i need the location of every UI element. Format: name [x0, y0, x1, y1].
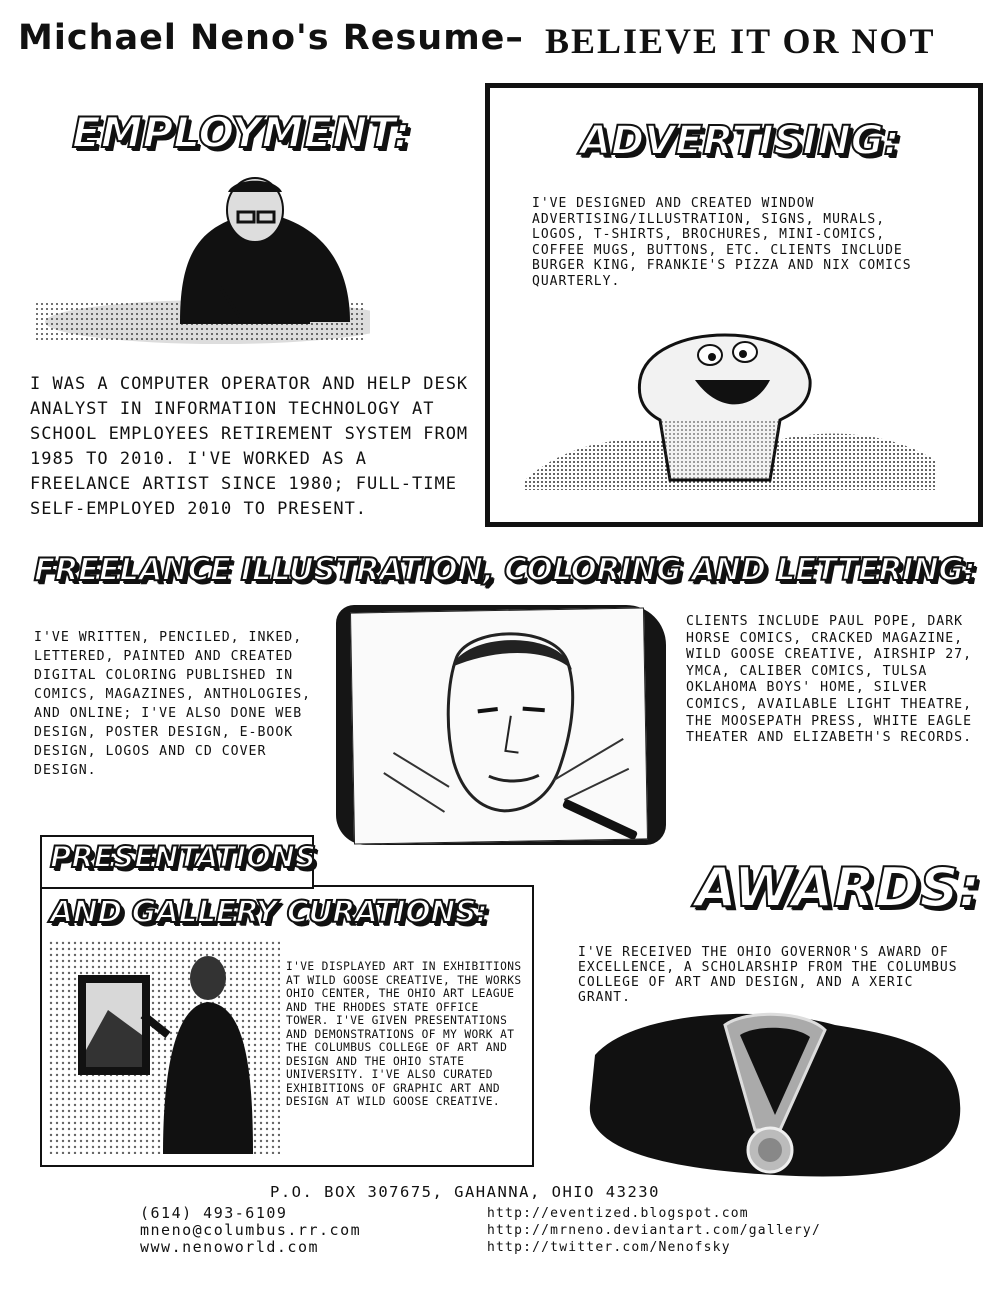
advertising-illustration: [520, 320, 940, 490]
mailing-address: P.O. BOX 307675, GAHANNA, OHIO 43230: [270, 1183, 660, 1201]
advertising-heading: ADVERTISING:: [580, 118, 900, 164]
employment-text: I WAS A COMPUTER OPERATOR AND HELP DESK ANALYST IN INFORMATION TECHNOLOGY AT SCHOOL EMPLOYEES RETIREMENT SYSTEM FROM 1985 TO 2010. I'VE WORKED AS A FREELANCE ARTIST SINCE 1980; FULL-TIME SELF-EMPLOYED 2010 TO PRESENT.: [30, 374, 469, 519]
awards-heading: AWARDS:: [695, 856, 981, 919]
gallery-visitor-illustration: [48, 940, 280, 1154]
twitter-link[interactable]: http://twitter.com/Nenofsky: [487, 1240, 731, 1255]
freelance-left-text: I'VE WRITTEN, PENCILED, INKED, LETTERED, PAINTED AND CREATED DIGITAL COLORING PUBLISHED IN COMICS, MAGAZINES, ANTHOLOGIES, AND ONLINE; I'VE ALSO DONE WEB DESIGN, POSTER DESIGN, E-BOOK DESIGN, LOGOS AND CD COVER DESIGN.: [34, 630, 312, 778]
presentations-heading-line2: AND GALLERY CURATIONS:: [50, 895, 488, 930]
freelance-illustration: [350, 607, 648, 844]
medal-illustration: [575, 1005, 970, 1185]
hero-sketch-illustration: [351, 608, 647, 843]
presentations-illustration: [48, 940, 280, 1154]
deviantart-link[interactable]: http://mrneno.deviantart.com/gallery/: [487, 1223, 821, 1238]
resume-title: Michael Neno's Resume–: [18, 18, 524, 58]
title-tagline: BELIEVE IT OR NOT: [545, 21, 936, 61]
artist-drawing-illustration: [30, 172, 370, 344]
employment-illustration: [30, 172, 370, 344]
website-link[interactable]: www.nenoworld.com: [140, 1238, 320, 1256]
freelance-heading: FREELANCE ILLUSTRATION, COLORING AND LETTERING:: [34, 552, 976, 588]
awards-illustration: [575, 1005, 970, 1185]
presentations-text: I'VE DISPLAYED ART IN EXHIBITIONS AT WILD GOOSE CREATIVE, THE WORKS OHIO CENTER, THE OHIO ART LEAGUE AND THE RHODES STATE OFFICE TOWER. I'VE GIVEN PRESENTATIONS AND DEMONSTRATIONS OF MY WORK AT THE COLUMBUS COLLEGE OF ART AND DESIGN AND THE OHIO STATE UNIVERSITY. I'VE ALSO CURATED EXHIBITIONS OF GRAPHIC ART AND DESIGN AT WILD GOOSE CREATIVE.: [286, 960, 522, 1108]
bread-mascot-illustration: [520, 320, 940, 490]
phone-number: (614) 493-6109: [140, 1204, 288, 1222]
advertising-text: I'VE DESIGNED AND CREATED WINDOW ADVERTISING/ILLUSTRATION, SIGNS, MURALS, LOGOS, T-SHIRTS, BROCHURES, MINI-COMICS, COFFEE MUGS, BUTTONS, ETC. CLIENTS INCLUDE BURGER KING, FRANKIE'S PIZZA AND NIX COMICS QUARTERLY.: [532, 196, 912, 289]
awards-text: I'VE RECEIVED THE OHIO GOVERNOR'S AWARD OF EXCELLENCE, A SCHOLARSHIP FROM THE COLUMBUS COLLEGE OF ART AND DESIGN, AND A XERIC GRANT.: [578, 945, 958, 1005]
presentations-heading-line1: PRESENTATIONS: [50, 840, 316, 874]
employment-heading: EMPLOYMENT:: [72, 108, 411, 157]
contact-right: [487, 1205, 821, 1256]
email-link[interactable]: mneno@columbus.rr.com: [140, 1221, 362, 1239]
contact-left: [140, 1205, 361, 1256]
blog-link[interactable]: http://eventized.blogspot.com: [487, 1206, 749, 1221]
freelance-right-text: CLIENTS INCLUDE PAUL POPE, DARK HORSE COMICS, CRACKED MAGAZINE, WILD GOOSE CREATIVE, AIRSHIP 27, YMCA, CALIBER COMICS, TULSA OKLAHOMA BOYS' HOME, SILVER COMICS, AVAILABLE LIGHT THEATRE, THE MOOSEPATH PRESS, WHITE EAGLE THEATER AND ELIZABETH'S RECORDS.: [686, 614, 973, 746]
